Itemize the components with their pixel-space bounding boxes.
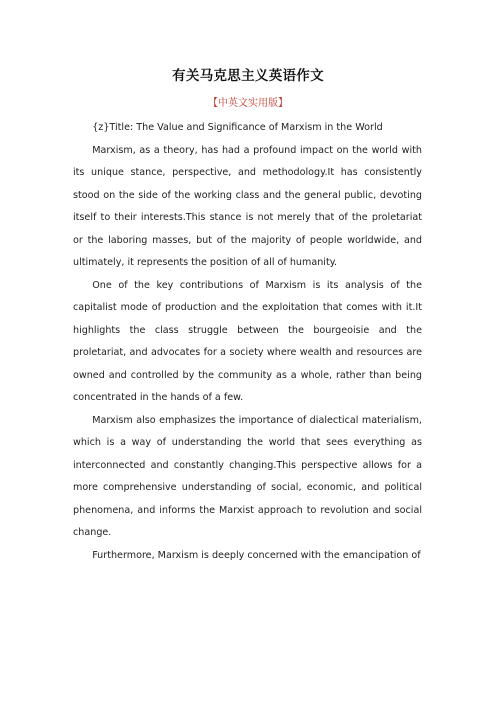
paragraph: Marxism, as a theory, has had a profound impact on the world with its unique stance, perspective, and methodology.It has consistently stood on the side of the working class and the general public, devoting itself to their interests.This stance is not merely that of the proletariat or the laboring masses, but of the majority of people worldwide, and ultimately, it represents the position of all of humanity. bbox=[73, 144, 422, 268]
paragraph: Marxism also emphasizes the importance of dialectical materialism, which is a way of understanding the world that sees everything as interconnected and constantly changing.This perspective allows for a more comprehensive understanding of social, economic, and political phenomena, and informs the Marxist approach to revolution and social change. bbox=[73, 414, 422, 538]
document-subtitle: 【中英文实用版】 bbox=[208, 98, 288, 109]
document-body bbox=[73, 117, 422, 567]
paragraph: Furthermore, Marxism is deeply concerned with the emancipation of bbox=[92, 549, 421, 561]
document-title: 有关马克思主义英语作文 bbox=[172, 68, 324, 84]
essay-heading-line: {z}Title: The Value and Significance of Marxism in the World bbox=[92, 122, 383, 133]
paragraph: One of the key contributions of Marxism is its analysis of the capitalist mode of production and the exploitation that comes with it.It highlights the class struggle between the bourgeoisie and the proletariat, and advocates for a society where wealth and resources are owned and controlled by the community as a whole, rather than being concentrated in the hands of a few. bbox=[73, 279, 422, 403]
